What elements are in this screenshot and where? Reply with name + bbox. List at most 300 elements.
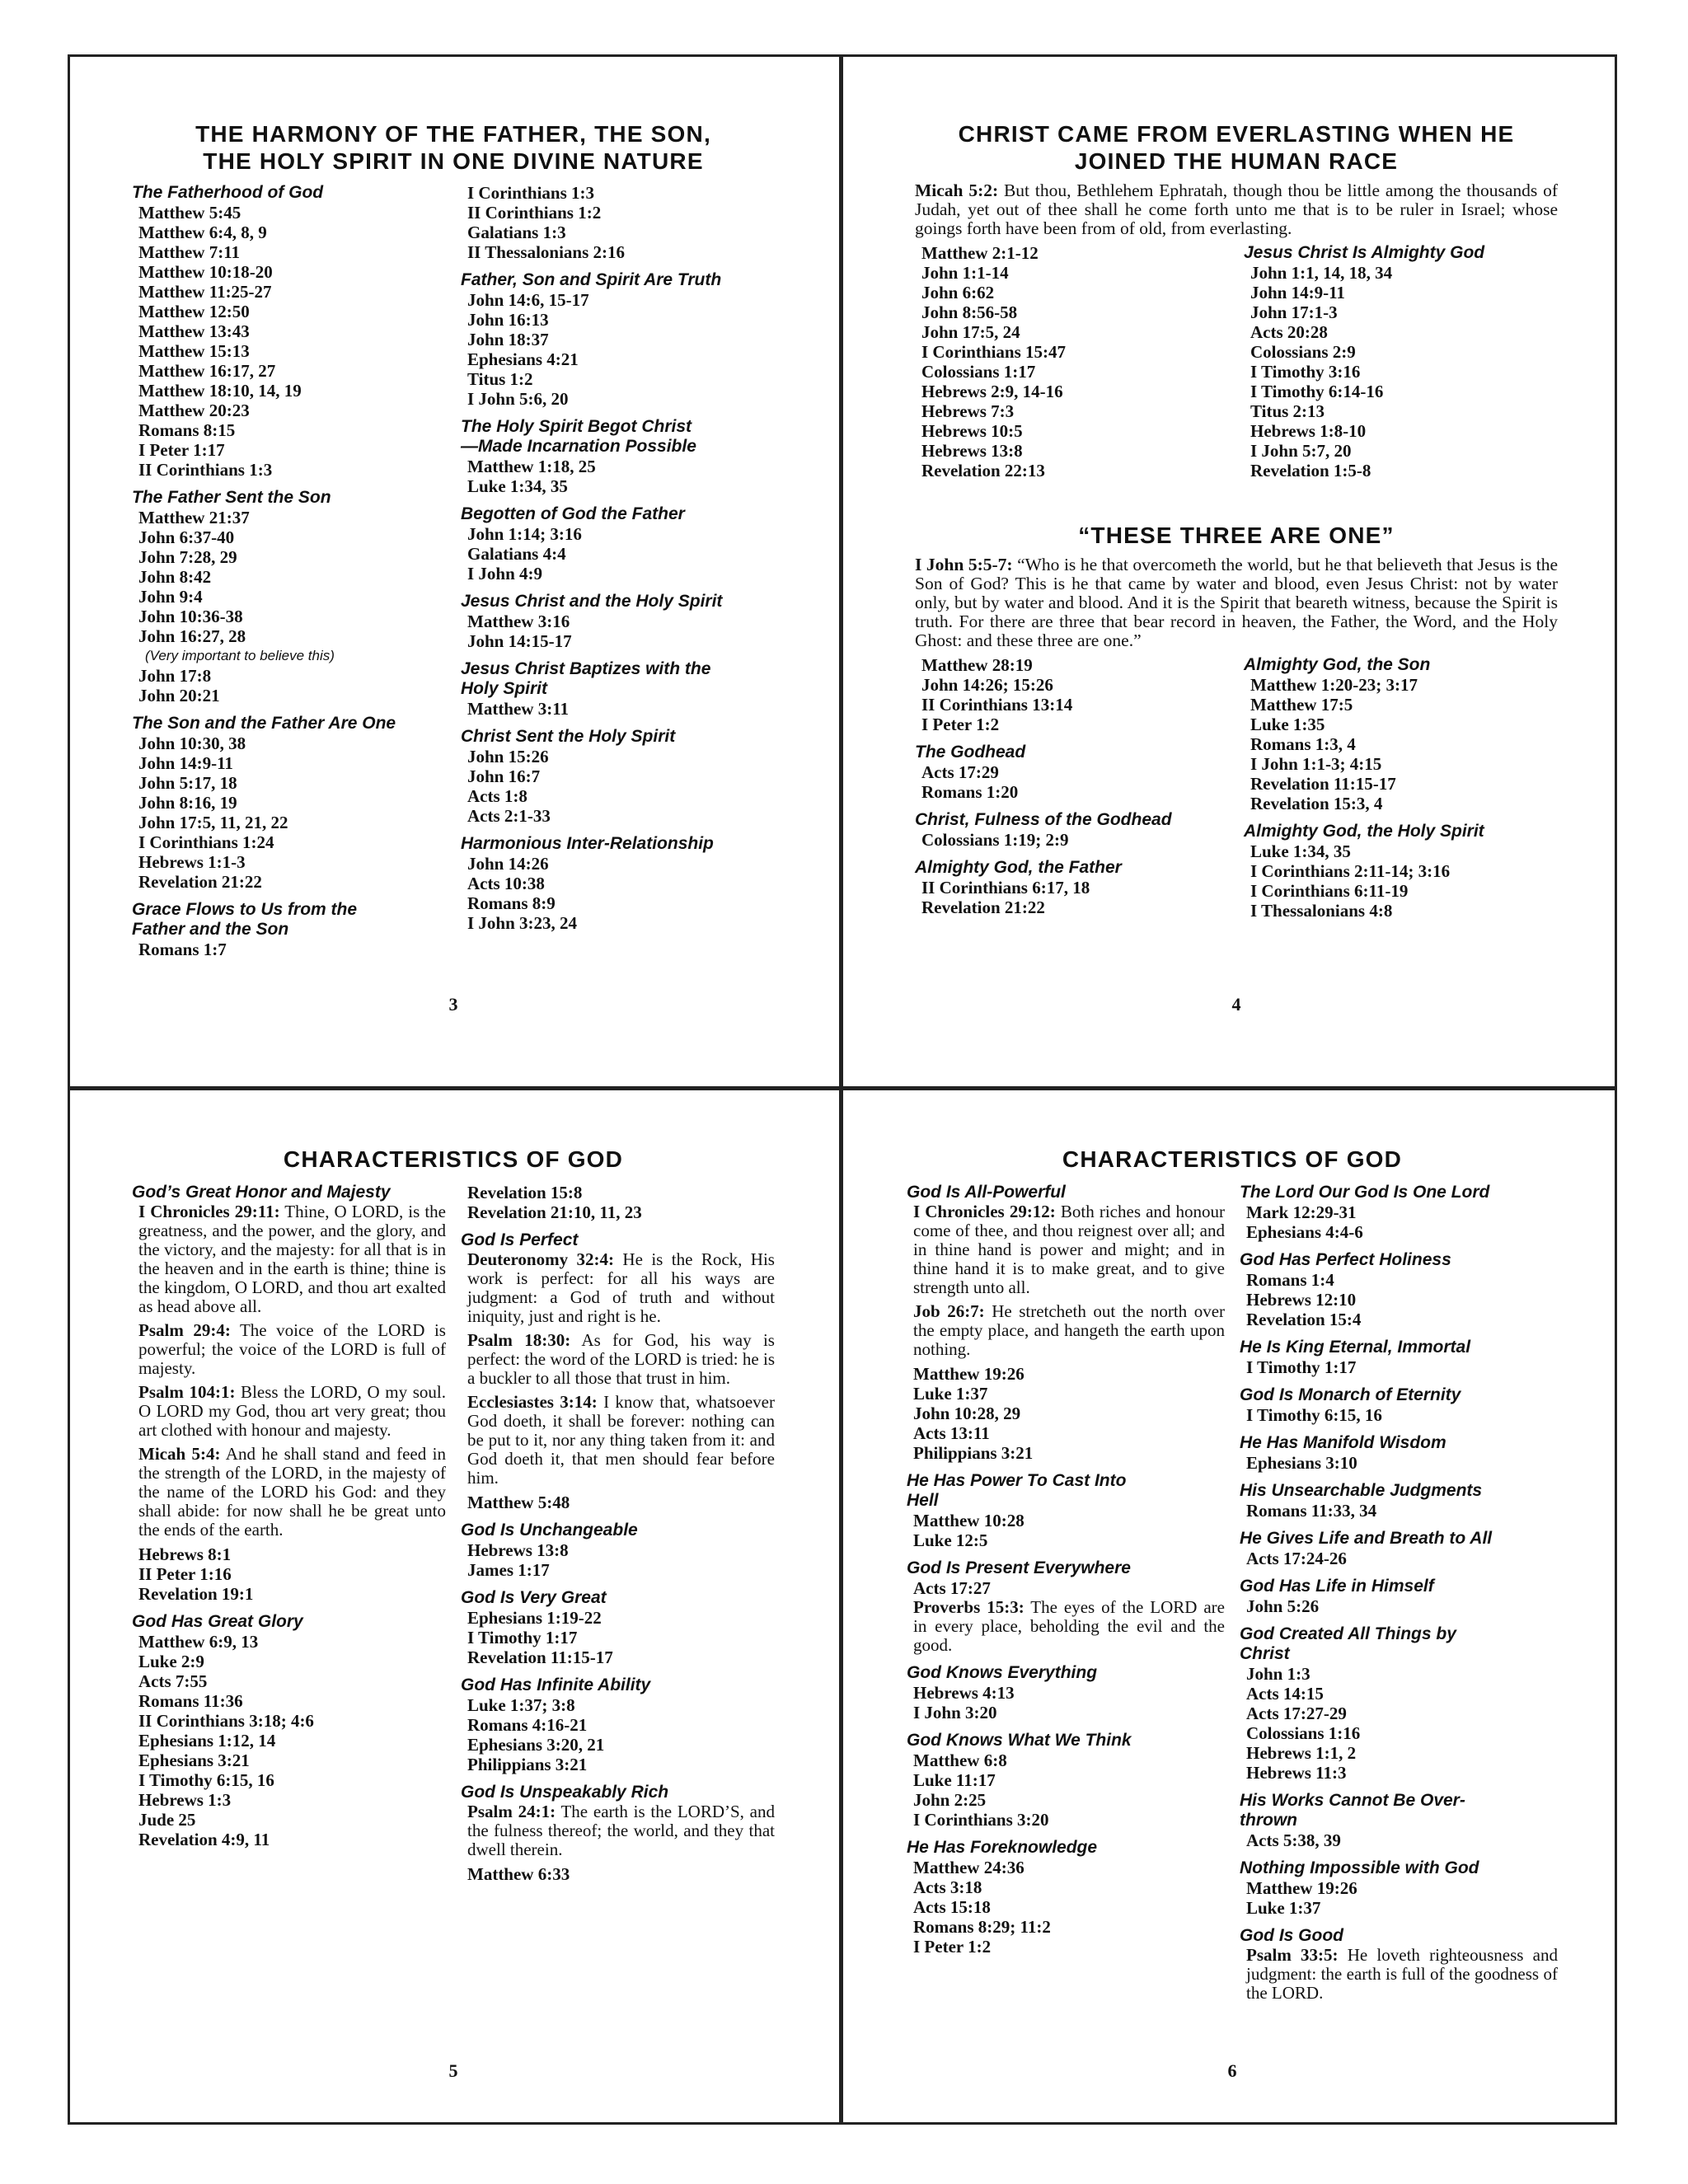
scripture-reference: John 10:36-38: [138, 607, 243, 626]
verse-quote: [461, 1802, 775, 1859]
verse-quote: [461, 1393, 775, 1488]
scripture-reference: Colossians 1:19; 2:9: [921, 830, 1069, 850]
page-number: 6: [1227, 2060, 1237, 2081]
scripture-reference: John 1:14; 3:16: [467, 524, 582, 544]
section: [915, 858, 1229, 917]
section: [461, 1230, 775, 1512]
scripture-reference: I Corinthians 2:11-14; 3:16: [1250, 861, 1451, 881]
section-heading: God Is Good: [1240, 1926, 1343, 1945]
section: [1240, 1250, 1558, 1329]
scripture-reference: John 15:26: [467, 747, 549, 766]
scripture-reference: I Corinthians 1:3: [467, 183, 595, 203]
scripture-reference: Matthew 16:17, 27: [138, 361, 276, 381]
verse-quote: [907, 1302, 1225, 1359]
scripture-reference: Hebrews 13:8: [921, 441, 1023, 461]
scripture-reference: John 10:28, 29: [913, 1404, 1021, 1423]
scripture-reference: John 16:7: [467, 766, 541, 786]
page-4-title: CHRIST CAME FROM EVERLASTING WHEN HE JOINED THE HUMAN RACE: [958, 121, 1515, 174]
scripture-reference: Matthew 1:20-23; 3:17: [1250, 675, 1418, 695]
section: [461, 834, 775, 933]
section: [461, 1183, 775, 1222]
scripture-reference: Colossians 1:16: [1246, 1723, 1361, 1743]
scripture-reference: John 5:26: [1246, 1596, 1320, 1616]
section: [907, 1731, 1225, 1830]
scripture-reference: Acts 17:27: [913, 1578, 991, 1598]
scripture-reference: Acts 7:55: [138, 1671, 208, 1691]
scripture-reference: II Corinthians 3:18; 4:6: [138, 1711, 314, 1731]
scripture-reference: Revelation 21:22: [138, 872, 262, 892]
section-heading: His Unsearchable Judgments: [1240, 1481, 1483, 1500]
scripture-reference: I John 4:9: [467, 564, 543, 583]
section: [1240, 1481, 1558, 1521]
scripture-reference: Romans 1:7: [138, 940, 227, 959]
scripture-reference: Luke 12:5: [913, 1530, 988, 1550]
verse-text: And he shall stand and feed in the strength of the LORD, in the majesty of the name of the LORD his God: and they shall abide: for now shall he be great unto the ends of the earth.: [138, 1444, 446, 1540]
section-heading: Harmonious Inter-Relationship: [461, 834, 714, 853]
scripture-reference: Acts 17:29: [921, 762, 999, 782]
section: [132, 488, 446, 705]
section: [915, 810, 1229, 850]
scripture-reference: Mark 12:29-31: [1246, 1202, 1357, 1222]
scripture-reference: Ephesians 1:19-22: [467, 1608, 602, 1628]
section-heading: God Is Monarch of Eternity: [1240, 1385, 1461, 1404]
section-heading: God Has Great Glory: [132, 1612, 303, 1631]
scripture-reference: Luke 1:37; 3:8: [467, 1695, 575, 1715]
section: [1240, 1183, 1558, 1242]
section: [1244, 243, 1558, 480]
page-3-right-column: [461, 183, 775, 968]
scripture-reference: Hebrews 11:3: [1246, 1763, 1347, 1783]
scripture-reference: I John 5:7, 20: [1250, 441, 1352, 461]
section: [915, 655, 1229, 734]
section: [1240, 1433, 1558, 1473]
verse-reference: Psalm 18:30:: [467, 1330, 571, 1350]
scripture-reference: I Timothy 3:16: [1250, 362, 1361, 382]
scripture-reference: Matthew 12:50: [138, 302, 250, 321]
scripture-reference: Matthew 19:26: [913, 1364, 1025, 1384]
page-4-bottom-left-column: [915, 655, 1229, 929]
page-4-bottom-right-column: [1244, 655, 1558, 929]
scripture-reference: Hebrews 2:9, 14-16: [921, 382, 1063, 401]
scripture-reference: Hebrews 12:10: [1246, 1290, 1357, 1310]
scripture-reference: Galatians 4:4: [467, 544, 566, 564]
section: [1240, 1858, 1558, 1918]
scripture-reference: John 6:37-40: [138, 527, 235, 547]
scripture-reference: Revelation 22:13: [921, 461, 1045, 480]
section: [461, 1588, 775, 1667]
scripture-reference: Revelation 15:8: [467, 1183, 583, 1202]
scripture-reference: Luke 1:37: [1246, 1898, 1321, 1918]
section-heading: God Has Perfect Holiness: [1240, 1250, 1451, 1269]
section-heading: God Has Life in Himself: [1240, 1577, 1434, 1596]
verse-quote: [1240, 1946, 1558, 2003]
scripture-reference: John 10:30, 38: [138, 733, 246, 753]
verse-reference: Job 26:7:: [913, 1301, 985, 1321]
section: [461, 1783, 775, 1884]
section: [907, 1663, 1225, 1722]
section: [1240, 1385, 1558, 1425]
section: [915, 743, 1229, 802]
scripture-reference: I Timothy 1:17: [1246, 1357, 1357, 1377]
section-heading: Jesus Christ Is Almighty God: [1244, 243, 1485, 262]
section-heading: Grace Flows to Us from the Father and the Son: [132, 900, 358, 939]
scripture-reference: Luke 1:34, 35: [1250, 841, 1351, 861]
section: [1244, 655, 1558, 813]
scripture-reference: Hebrews 1:1, 2: [1246, 1743, 1357, 1763]
section-heading: Almighty God, the Holy Spirit: [1244, 822, 1484, 841]
scripture-reference: John 17:1-3: [1250, 302, 1338, 322]
scripture-reference: Acts 2:1-33: [467, 806, 551, 826]
section: [132, 183, 446, 480]
section-heading: Almighty God, the Son: [1244, 655, 1431, 674]
scripture-reference: II Corinthians 6:17, 18: [921, 878, 1090, 898]
scripture-reference: I Timothy 6:15, 16: [138, 1770, 274, 1790]
page-5: [132, 1146, 775, 2102]
section: [132, 714, 446, 892]
verse-text: Thine, O LORD, is the greatness, and the power, and the glory, and the victory, and the majesty: for all that is in the heaven and in the earth is thine; thine is the kingdom, O LORD, and thou art exalted as head above all.: [138, 1202, 446, 1316]
scripture-reference: Romans 1:4: [1246, 1270, 1334, 1290]
scripture-reference: I Corinthians 3:20: [913, 1810, 1049, 1830]
scripture-reference: Matthew 6:4, 8, 9: [138, 223, 267, 242]
scripture-reference: Matthew 10:28: [913, 1511, 1025, 1530]
scripture-reference: Luke 1:35: [1250, 715, 1325, 734]
section-heading: The Lord Our God Is One Lord: [1240, 1183, 1490, 1202]
page-5-left-column: [132, 1183, 446, 1892]
page-number: 3: [448, 994, 458, 1015]
scripture-reference: Matthew 3:11: [467, 699, 570, 719]
section: [907, 1183, 1225, 1463]
scripture-reference: I Timothy 6:15, 16: [1246, 1405, 1382, 1425]
scripture-reference: Acts 14:15: [1246, 1684, 1324, 1704]
verse-quote: [461, 1250, 775, 1326]
section: [461, 1521, 775, 1580]
scripture-reference: John 17:5, 11, 21, 22: [138, 813, 288, 832]
page-5-title: CHARACTERISTICS OF GOD: [283, 1146, 624, 1172]
scripture-reference: Acts 1:8: [467, 786, 528, 806]
page-4-subtitle: “THESE THREE ARE ONE”: [1078, 523, 1395, 548]
scripture-reference: Hebrews 4:13: [913, 1683, 1015, 1703]
scripture-reference: Revelation 4:9, 11: [138, 1830, 270, 1849]
scripture-reference: Revelation 21:22: [921, 898, 1045, 917]
scripture-reference: Acts 17:27-29: [1246, 1704, 1347, 1723]
micah-quote: [915, 181, 1558, 238]
scripture-reference: I John 5:6, 20: [467, 389, 569, 409]
section-heading: He Is King Eternal, Immortal: [1240, 1338, 1471, 1357]
scripture-reference: Matthew 5:48: [467, 1493, 570, 1512]
verse-text: Both riches and honour come of thee, and thou reignest over all; and in thine hand is power and might; and in thine hand it is to make great, and to give strength unto all.: [913, 1202, 1226, 1297]
scripture-reference: Matthew 17:5: [1250, 695, 1353, 715]
verse-text: He stretcheth out the north over the empty place, and hangeth the earth upon nothing.: [913, 1301, 1226, 1359]
scripture-reference: Colossians 1:17: [921, 362, 1036, 382]
page-5-right-column: [461, 1183, 775, 1892]
verse-quote: [132, 1321, 446, 1378]
scripture-reference: Ephesians 4:4-6: [1246, 1222, 1363, 1242]
section-heading: Christ, Fulness of the Godhead: [915, 810, 1172, 829]
scripture-reference: Philippians 3:21: [913, 1443, 1034, 1463]
scripture-reference: I Peter 1:17: [138, 440, 225, 460]
section-heading: Begotten of God the Father: [461, 504, 685, 523]
scripture-reference: Acts 13:11: [913, 1423, 990, 1443]
scripture-reference: I Corinthians 1:24: [138, 832, 274, 852]
scripture-reference: I John 3:20: [913, 1703, 997, 1722]
verse-reference: Psalm 29:4:: [138, 1320, 231, 1340]
section: [907, 1838, 1225, 1957]
section: [461, 183, 775, 262]
scripture-reference: Acts 15:18: [913, 1897, 991, 1917]
verse-reference: Psalm 24:1:: [467, 1802, 556, 1821]
section: [1240, 1926, 1558, 2003]
scripture-reference: II Thessalonians 2:16: [467, 242, 626, 262]
scripture-reference: Matthew 6:33: [467, 1864, 570, 1884]
section-heading: The Holy Spirit Begot Christ —Made Incarnation Possible: [461, 417, 696, 456]
section: [132, 900, 446, 959]
section: [915, 243, 1229, 480]
scripture-reference: John 18:37: [467, 330, 549, 349]
scripture-reference: Matthew 3:16: [467, 612, 570, 631]
section: [461, 592, 775, 651]
verse-quote: [461, 1331, 775, 1388]
scripture-reference: Ephesians 3:21: [138, 1750, 250, 1770]
verse-text: The earth is the LORD’S, and the fulness thereof; the world, and they that dwell therein.: [467, 1802, 775, 1859]
section-heading: Christ Sent the Holy Spirit: [461, 727, 676, 746]
scripture-reference: John 2:25: [913, 1790, 987, 1810]
section-heading: The Fatherhood of God: [132, 183, 324, 202]
scripture-reference: Revelation 15:4: [1246, 1310, 1362, 1329]
page-4: [915, 120, 1558, 1027]
verse-reference: Psalm 104:1:: [138, 1382, 236, 1402]
scripture-reference: Ephesians 4:21: [467, 349, 579, 369]
scripture-reference: Acts 3:18: [913, 1877, 982, 1897]
section-heading: He Has Power To Cast Into Hell: [907, 1471, 1127, 1510]
page-6-title: CHARACTERISTICS OF GOD: [1062, 1146, 1403, 1172]
page-number: 4: [1231, 994, 1241, 1015]
section: [461, 1675, 775, 1774]
scripture-reference: Revelation 11:15-17: [1250, 774, 1396, 794]
scripture-reference: Hebrews 10:5: [921, 421, 1023, 441]
scripture-reference: Luke 1:34, 35: [467, 476, 568, 496]
scripture-reference: I Thessalonians 4:8: [1250, 901, 1393, 921]
page-3-left-column: [132, 183, 446, 968]
section-heading: He Has Manifold Wisdom: [1240, 1433, 1447, 1452]
scripture-reference: Hebrews 8:1: [138, 1544, 232, 1564]
scripture-reference: Romans 4:16-21: [467, 1715, 588, 1735]
page-4-top-left-column: [915, 243, 1229, 489]
scripture-reference: Hebrews 7:3: [921, 401, 1015, 421]
scripture-reference: II Corinthians 13:14: [921, 695, 1073, 715]
scripture-reference: I John 3:23, 24: [467, 913, 578, 933]
scripture-reference: Matthew 5:45: [138, 203, 241, 223]
verse-text: The voice of the LORD is powerful; the voice of the LORD is full of majesty.: [138, 1320, 446, 1378]
section-heading: He Gives Life and Breath to All: [1240, 1529, 1493, 1548]
section: [1240, 1791, 1558, 1850]
section: [907, 1558, 1225, 1655]
section-heading: Nothing Impossible with God: [1240, 1858, 1479, 1877]
scripture-reference: Luke 1:37: [913, 1384, 988, 1404]
section-heading: God Is Present Everywhere: [907, 1558, 1131, 1577]
scripture-reference: Acts 5:38, 39: [1246, 1830, 1341, 1850]
scripture-reference: Titus 1:2: [467, 369, 533, 389]
scripture-reference: John 17:8: [138, 666, 212, 686]
scripture-reference: Matthew 20:23: [138, 401, 250, 420]
verse-reference: Proverbs 15:3:: [913, 1597, 1025, 1617]
scripture-reference: Matthew 15:13: [138, 341, 250, 361]
section-heading: God Knows Everything: [907, 1663, 1098, 1682]
scripture-reference: Matthew 11:25-27: [138, 282, 272, 302]
verse-quote: [132, 1202, 446, 1316]
verse-quote: [907, 1202, 1225, 1297]
section: [1240, 1529, 1558, 1568]
page-number: 5: [448, 2060, 458, 2081]
scripture-reference: Romans 8:9: [467, 893, 556, 913]
scripture-reference: John 20:21: [138, 686, 220, 705]
section: [132, 1183, 446, 1604]
section-heading: God’s Great Honor and Majesty: [132, 1183, 391, 1202]
section-heading: The Godhead: [915, 743, 1026, 762]
section: [461, 504, 775, 583]
scripture-reference: Luke 2:9: [138, 1652, 204, 1671]
page-6-right-column: [1240, 1183, 1558, 2011]
section-heading: God Created All Things by Christ: [1240, 1624, 1456, 1663]
section: [1240, 1577, 1558, 1616]
verse-quote: [132, 1383, 446, 1440]
scripture-reference: James 1:17: [467, 1560, 550, 1580]
scripture-reference: Revelation 11:15-17: [467, 1647, 613, 1667]
scripture-reference: Revelation 1:5-8: [1250, 461, 1372, 480]
page-3: [132, 120, 775, 1027]
section-heading: His Works Cannot Be Over- thrown: [1240, 1791, 1465, 1830]
section-heading: The Father Sent the Son: [132, 488, 331, 507]
scripture-reference: Romans 11:36: [138, 1691, 243, 1711]
scripture-reference: Acts 10:38: [467, 874, 545, 893]
verse-text: He is the Rock, His work is perfect: for all his ways are judgment: a God of truth and without iniquity, just and right is he.: [467, 1249, 775, 1326]
section: [132, 1612, 446, 1849]
scripture-reference: John 1:1, 14, 18, 34: [1250, 263, 1393, 283]
john-quote: [915, 555, 1558, 650]
scripture-reference: Jude 25: [138, 1810, 196, 1830]
section-heading: The Son and the Father Are One: [132, 714, 396, 733]
scripture-reference: Luke 11:17: [913, 1770, 996, 1790]
scripture-reference: Matthew 6:9, 13: [138, 1632, 259, 1652]
scripture-reference: John 14:6, 15-17: [467, 290, 589, 310]
scripture-reference: Matthew 21:37: [138, 508, 250, 527]
scripture-reference: Matthew 2:1-12: [921, 243, 1039, 263]
scripture-reference: Matthew 28:19: [921, 655, 1033, 675]
scripture-reference: John 1:1-14: [921, 263, 1009, 283]
scripture-reference: John 17:5, 24: [921, 322, 1020, 342]
scripture-reference: Matthew 6:8: [913, 1750, 1007, 1770]
quote-reference: Micah 5:2:: [915, 180, 999, 200]
scripture-reference: John 14:26; 15:26: [921, 675, 1053, 695]
scripture-reference: II Peter 1:16: [138, 1564, 232, 1584]
quote-reference: I John 5:5-7:: [915, 555, 1013, 574]
scripture-reference: Matthew 1:18, 25: [467, 457, 596, 476]
verse-text: The eyes of the LORD are in every place, beholding the evil and the good.: [913, 1597, 1225, 1655]
scripture-reference: Romans 8:15: [138, 420, 236, 440]
scripture-reference: I John 1:1-3; 4:15: [1250, 754, 1382, 774]
scripture-reference: John 14:15-17: [467, 631, 572, 651]
scripture-reference: Hebrews 1:3: [138, 1790, 232, 1810]
scripture-reference: Philippians 3:21: [467, 1755, 588, 1774]
verse-reference: Micah 5:4:: [138, 1444, 221, 1464]
verse-reference: I Chronicles 29:11:: [138, 1202, 280, 1221]
section-heading: God Is All-Powerful: [907, 1183, 1066, 1202]
section-heading: God Knows What We Think: [907, 1731, 1132, 1750]
scripture-reference: Revelation 15:3, 4: [1250, 794, 1383, 813]
section-heading: God Is Very Great: [461, 1588, 607, 1607]
scripture-reference: John 8:16, 19: [138, 793, 237, 813]
verse-quote: [132, 1445, 446, 1540]
scripture-reference: Colossians 2:9: [1250, 342, 1356, 362]
verse-text: I know that, whatsoever God doeth, it shall be forever: nothing can be put to it, nor any thing taken from it: and God doeth it, that men should fear before him.: [467, 1392, 775, 1488]
scripture-reference: Hebrews 13:8: [467, 1540, 569, 1560]
page-6-left-column: [907, 1183, 1225, 2011]
section-heading: God Is Perfect: [461, 1230, 579, 1249]
scripture-reference: Galatians 1:3: [467, 223, 566, 242]
scripture-reference: II Corinthians 1:2: [467, 203, 602, 223]
scripture-reference: John 6:62: [921, 283, 995, 302]
section-heading: Jesus Christ and the Holy Spirit: [461, 592, 723, 611]
scripture-reference: John 9:4: [138, 587, 203, 607]
scripture-reference: Matthew 10:18-20: [138, 262, 273, 282]
scripture-reference: Matthew 24:36: [913, 1858, 1025, 1877]
page-6: [907, 1146, 1558, 2102]
verse-reference: Psalm 33:5:: [1246, 1945, 1339, 1965]
scripture-reference: John 1:3: [1246, 1664, 1311, 1684]
scripture-reference: Titus 2:13: [1250, 401, 1325, 421]
scripture-reference: Matthew 19:26: [1246, 1878, 1357, 1898]
scripture-reference: John 14:9-11: [138, 753, 233, 773]
note-text: (Very important to believe this): [145, 648, 335, 663]
quote-text: But thou, Bethlehem Ephratah, though thou be little among the thousands of Judah, yet out of thee shall he come forth unto me that is to be ruler in Israel; whose goings forth have been from of old, from everlasting.: [915, 180, 1558, 238]
section-heading: Almighty God, the Father: [915, 858, 1122, 877]
horizontal-divider: [68, 1086, 1617, 1090]
scripture-reference: Romans 1:20: [921, 782, 1019, 802]
scripture-reference: John 7:28, 29: [138, 547, 237, 567]
scripture-reference: John 16:13: [467, 310, 549, 330]
section: [461, 270, 775, 409]
page-4-top-right-column: [1244, 243, 1558, 489]
scripture-reference: I Peter 1:2: [921, 715, 1000, 734]
scripture-reference: John 16:27, 28: [138, 626, 246, 646]
scripture-reference: I Peter 1:2: [913, 1937, 992, 1957]
scripture-reference: Ephesians 3:20, 21: [467, 1735, 605, 1755]
verse-reference: Ecclesiastes 3:14:: [467, 1392, 598, 1412]
section: [461, 417, 775, 496]
section-heading: Jesus Christ Baptizes with the Holy Spirit: [461, 659, 711, 698]
section-heading: God Is Unspeakably Rich: [461, 1783, 669, 1802]
verse-text: Bless the LORD, O my soul. O LORD my God, thou art very great; thou art clothed with honour and majesty.: [138, 1382, 446, 1440]
scripture-reference: Matthew 7:11: [138, 242, 241, 262]
section: [1240, 1624, 1558, 1783]
scripture-reference: Romans 1:3, 4: [1250, 734, 1356, 754]
scripture-reference: John 14:26: [467, 854, 549, 874]
scripture-reference: Acts 20:28: [1250, 322, 1328, 342]
section: [461, 727, 775, 826]
verse-text: He loveth righteousness and judgment: the earth is full of the goodness of the LORD.: [1246, 1945, 1558, 2003]
scripture-reference: I Corinthians 15:47: [921, 342, 1067, 362]
page-3-title: THE HARMONY OF THE FATHER, THE SON, THE HOLY SPIRIT IN ONE DIVINE NATURE: [195, 121, 711, 174]
scripture-reference: Acts 17:24-26: [1246, 1549, 1347, 1568]
verse-text: As for God, his way is perfect: the word of the LORD is tried: he is a buckler to all those that trust in him.: [467, 1330, 775, 1388]
scripture-reference: Hebrews 1:8-10: [1250, 421, 1367, 441]
scripture-reference: I Corinthians 6:11-19: [1250, 881, 1409, 901]
scripture-reference: Ephesians 1:12, 14: [138, 1731, 276, 1750]
section: [907, 1471, 1225, 1550]
quote-text: “Who is he that overcometh the world, but he that believeth that Jesus is the Son of God? This is he that came by water and blood, even Jesus Christ: not by water only, but by water and blood. And it is the Spirit that beareth witness, because the Spirit is truth. For there are three that bear record in heaven, the Father, the Word, and the Holy Ghost: and these three are one.”: [915, 555, 1558, 650]
section: [461, 659, 775, 719]
scripture-reference: I Timothy 6:14-16: [1250, 382, 1384, 401]
scripture-reference: I Timothy 1:17: [467, 1628, 578, 1647]
